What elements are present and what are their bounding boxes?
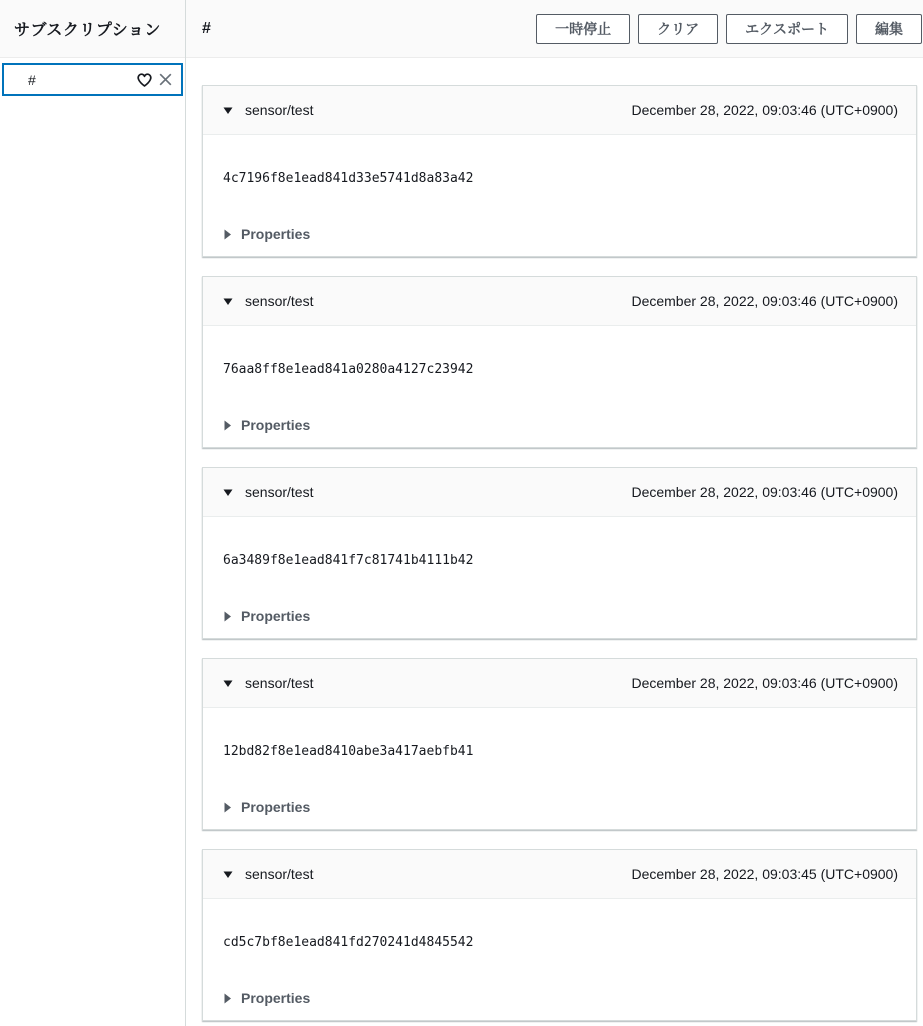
properties-toggle[interactable] bbox=[223, 990, 310, 1006]
properties-label: Properties bbox=[241, 799, 311, 815]
properties-toggle[interactable] bbox=[223, 417, 310, 433]
properties-toggle[interactable] bbox=[223, 226, 310, 242]
collapse-triangle-down-icon bbox=[223, 679, 233, 688]
message-card bbox=[202, 849, 917, 1021]
message-card bbox=[202, 85, 917, 257]
expand-triangle-right-icon bbox=[223, 993, 232, 1004]
message-timestamp: December 28, 2022, 09:03:46 (UTC+0900) bbox=[631, 675, 898, 691]
subscriptions-sidebar bbox=[0, 0, 186, 1026]
message-card-header[interactable] bbox=[203, 86, 916, 135]
messages-panel-header bbox=[186, 0, 923, 58]
message-card-header[interactable] bbox=[203, 277, 916, 326]
message-payload: 76aa8ff8e1ead841a0280a4127c23942 bbox=[223, 362, 474, 377]
message-timestamp: December 28, 2022, 09:03:46 (UTC+0900) bbox=[631, 484, 898, 500]
export-button[interactable]: エクスポート bbox=[726, 14, 848, 44]
unsubscribe-close-icon[interactable] bbox=[155, 69, 176, 91]
properties-toggle[interactable] bbox=[223, 799, 310, 815]
message-topic: sensor/test bbox=[245, 484, 314, 500]
subscription-topic: # bbox=[28, 71, 36, 88]
collapse-triangle-down-icon bbox=[223, 488, 233, 497]
expand-triangle-right-icon bbox=[223, 420, 232, 431]
message-topic: sensor/test bbox=[245, 293, 314, 309]
message-payload: cd5c7bf8e1ead841fd270241d4845542 bbox=[223, 935, 474, 950]
properties-label: Properties bbox=[241, 417, 311, 433]
message-card-header[interactable] bbox=[203, 468, 916, 517]
topic-filter-title: # bbox=[202, 19, 211, 37]
message-card bbox=[202, 467, 917, 639]
collapse-triangle-down-icon bbox=[223, 297, 233, 306]
expand-triangle-right-icon bbox=[223, 229, 232, 240]
clear-button[interactable]: クリア bbox=[638, 14, 718, 44]
properties-label: Properties bbox=[241, 990, 311, 1006]
messages-panel bbox=[186, 0, 923, 1026]
properties-toggle[interactable] bbox=[223, 608, 310, 624]
message-timestamp: December 28, 2022, 09:03:46 (UTC+0900) bbox=[631, 293, 898, 309]
message-card-header[interactable] bbox=[203, 659, 916, 708]
message-timestamp: December 28, 2022, 09:03:46 (UTC+0900) bbox=[631, 102, 898, 118]
collapse-triangle-down-icon bbox=[223, 106, 233, 115]
message-card bbox=[202, 276, 917, 448]
message-list bbox=[186, 58, 923, 1026]
message-card-body bbox=[203, 517, 916, 638]
edit-button[interactable]: 編集 bbox=[856, 14, 922, 44]
message-card-body bbox=[203, 708, 916, 829]
message-topic: sensor/test bbox=[245, 675, 314, 691]
sidebar-header bbox=[0, 0, 185, 58]
message-payload: 4c7196f8e1ead841d33e5741d8a83a42 bbox=[223, 171, 474, 186]
message-payload: 12bd82f8e1ead8410abe3a417aebfb41 bbox=[223, 744, 474, 759]
pause-button[interactable]: 一時停止 bbox=[536, 14, 630, 44]
properties-label: Properties bbox=[241, 608, 311, 624]
message-card-body bbox=[203, 135, 916, 256]
message-card bbox=[202, 658, 917, 830]
message-topic: sensor/test bbox=[245, 866, 314, 882]
message-card-header[interactable] bbox=[203, 850, 916, 899]
collapse-triangle-down-icon bbox=[223, 870, 233, 879]
message-card-body bbox=[203, 899, 916, 1020]
sidebar-title: サブスクリプション bbox=[14, 22, 161, 39]
properties-label: Properties bbox=[241, 226, 311, 242]
subscription-item-selected[interactable] bbox=[2, 63, 183, 96]
expand-triangle-right-icon bbox=[223, 802, 232, 813]
message-card-body bbox=[203, 326, 916, 447]
message-timestamp: December 28, 2022, 09:03:45 (UTC+0900) bbox=[631, 866, 898, 882]
message-topic: sensor/test bbox=[245, 102, 314, 118]
favorite-heart-icon[interactable] bbox=[134, 69, 155, 91]
expand-triangle-right-icon bbox=[223, 611, 232, 622]
message-payload: 6a3489f8e1ead841f7c81741b4111b42 bbox=[223, 553, 474, 568]
